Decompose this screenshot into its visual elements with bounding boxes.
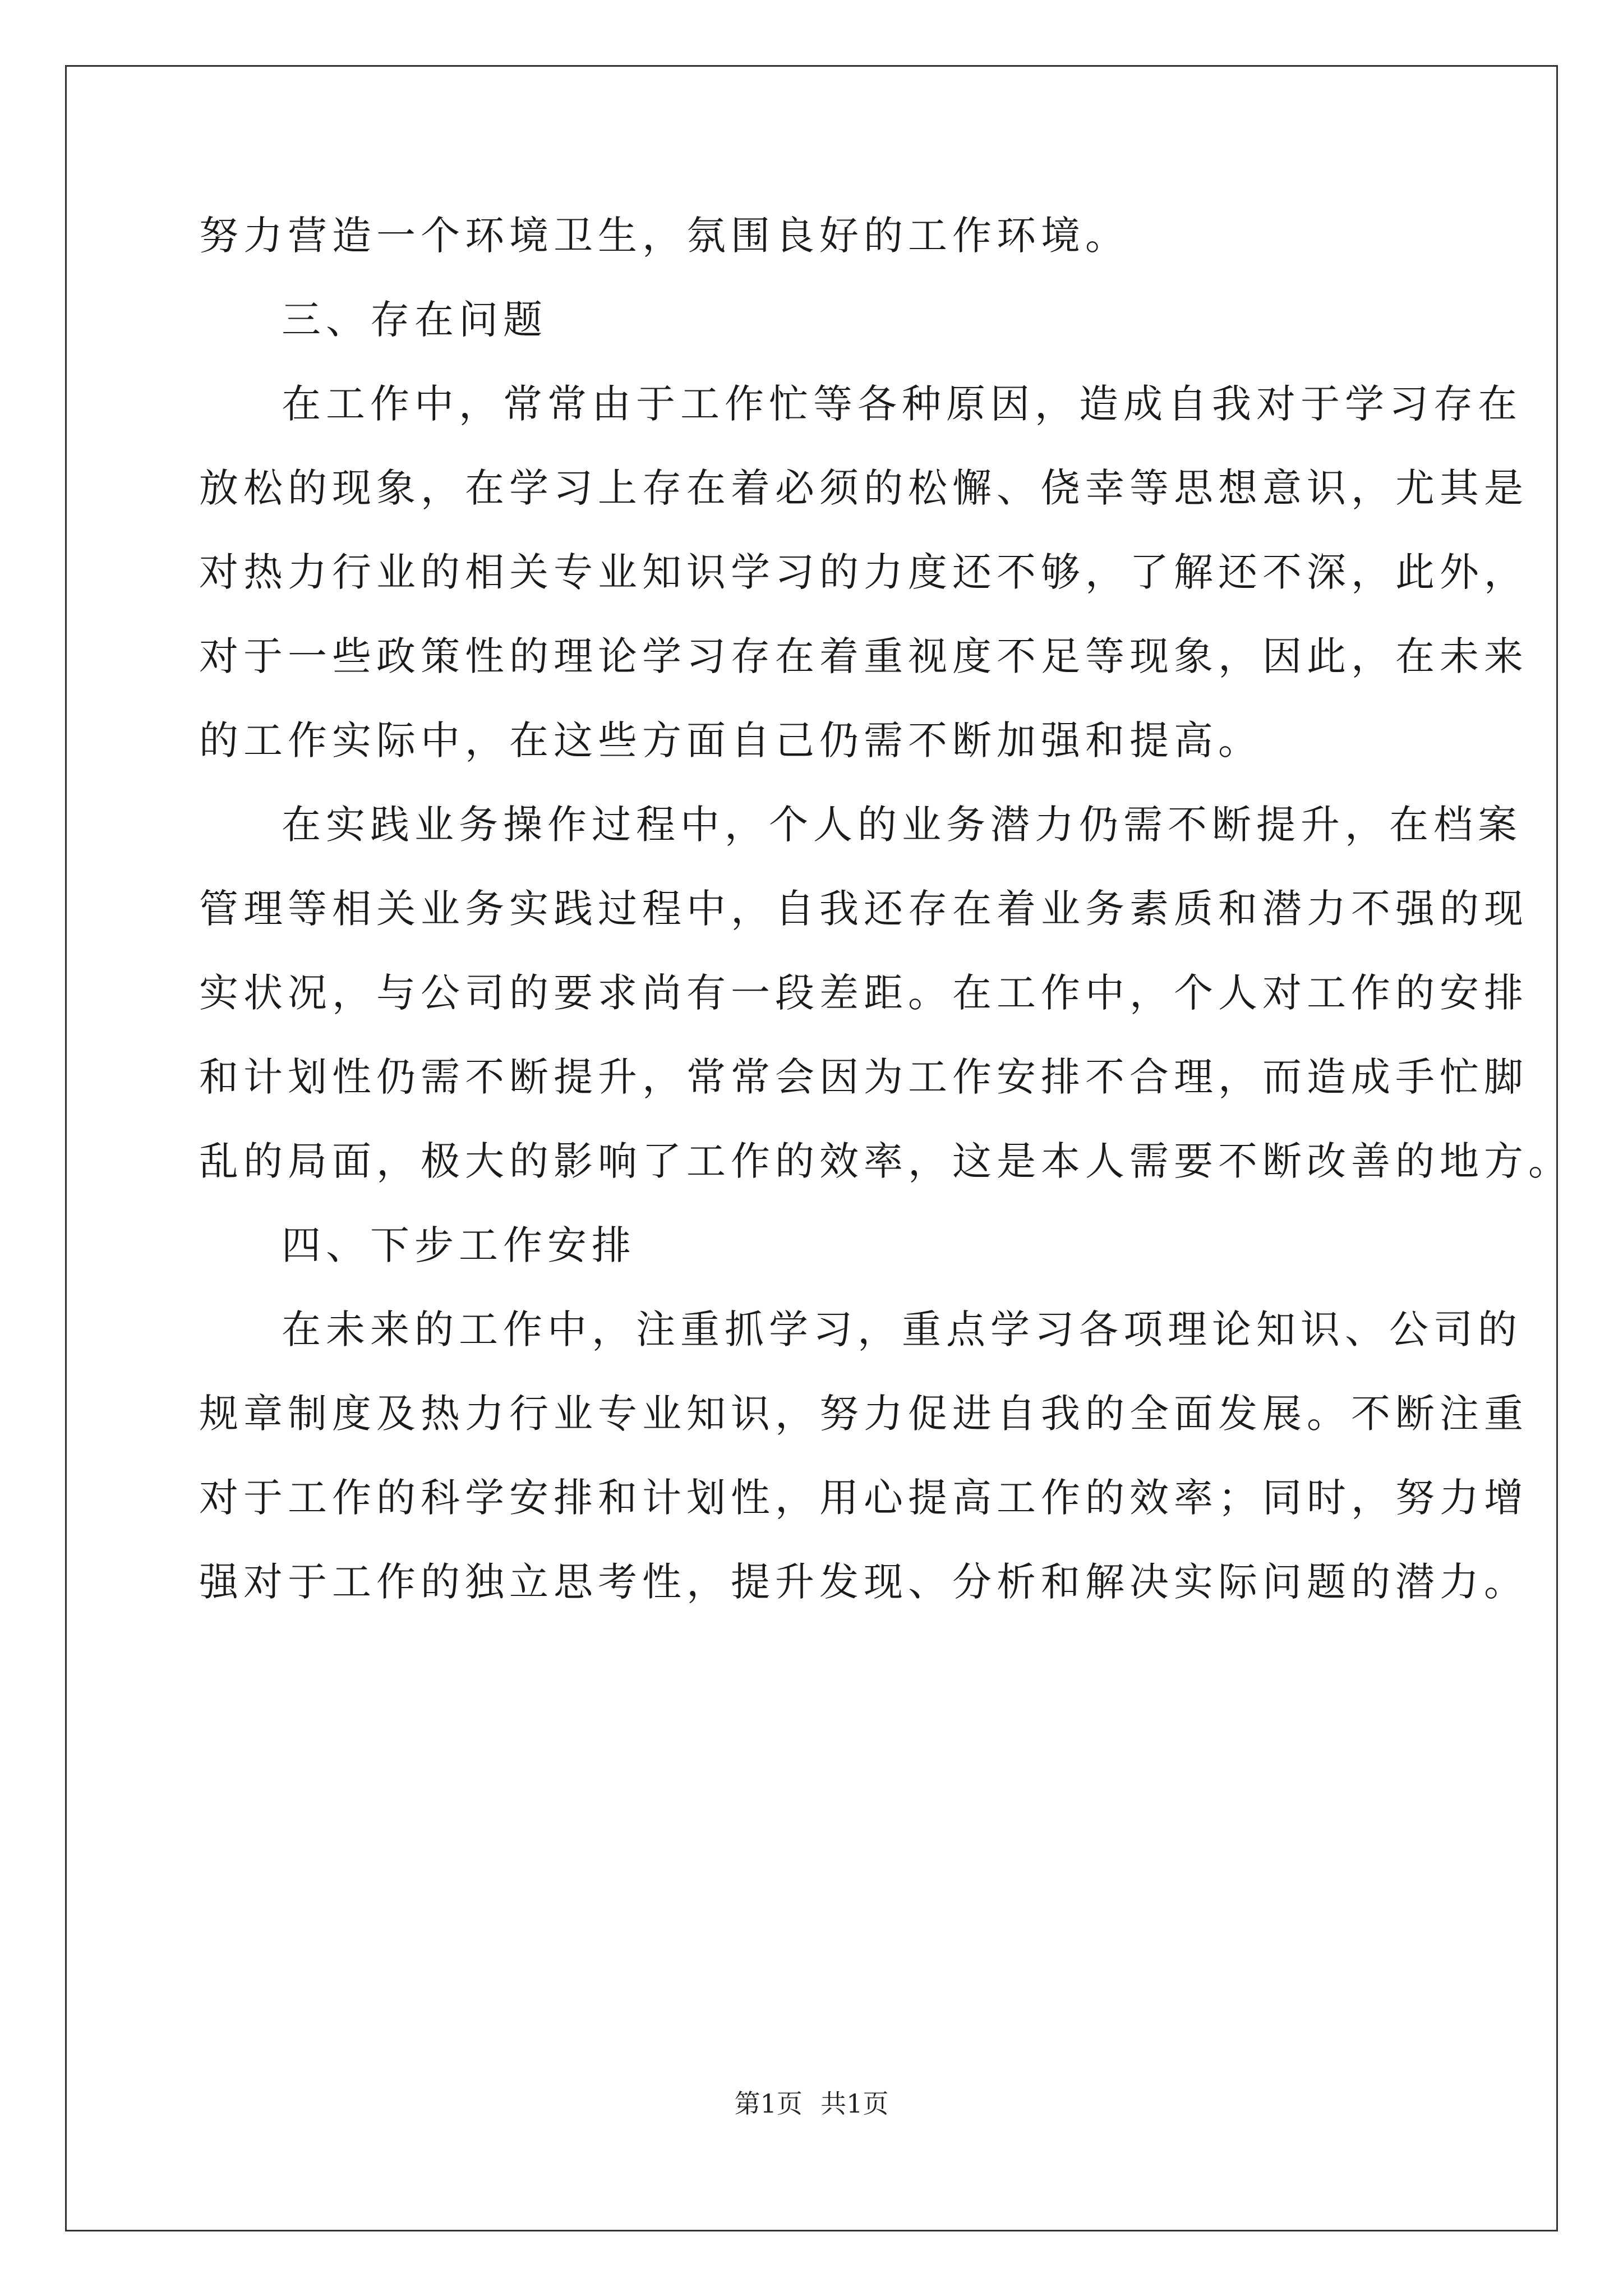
body-line: 强对于工作的独立思考性，提升发现、分析和解决实际问题的潜力。 bbox=[199, 1559, 1528, 1605]
body-line: 实状况，与公司的要求尚有一段差距。在工作中，个人对工作的安排 bbox=[199, 970, 1528, 1016]
body-line: 努力营造一个环境卫生，氛围良好的工作环境。 bbox=[199, 213, 1129, 259]
body-line: 规章制度及热力行业专业知识，努力促进自我的全面发展。不断注重 bbox=[199, 1391, 1528, 1437]
page-number: 第1页 bbox=[734, 2088, 803, 2119]
body-line: 放松的现象，在学习上存在着必须的松懈、侥幸等思想意识，尤其是 bbox=[199, 465, 1528, 511]
paragraph-first-line: 在工作中，常常由于工作忙等各种原因，造成自我对于学习存在 bbox=[282, 381, 1522, 427]
section-heading: 三、存在问题 bbox=[282, 297, 547, 343]
page-total: 共1页 bbox=[820, 2088, 889, 2119]
section-heading: 四、下步工作安排 bbox=[282, 1222, 636, 1268]
page-footer bbox=[0, 2087, 1623, 2120]
body-line: 和计划性仍需不断提升，常常会因为工作安排不合理，而造成手忙脚 bbox=[199, 1054, 1528, 1100]
paragraph-first-line: 在未来的工作中，注重抓学习，重点学习各项理论知识、公司的 bbox=[282, 1306, 1522, 1352]
body-line: 乱的局面，极大的影响了工作的效率，这是本人需要不断改善的地方。 bbox=[199, 1138, 1573, 1184]
paragraph-first-line: 在实践业务操作过程中，个人的业务潜力仍需不断提升，在档案 bbox=[282, 802, 1522, 848]
body-line: 对热力行业的相关专业知识学习的力度还不够，了解还不深，此外， bbox=[199, 549, 1528, 595]
body-line: 对于工作的科学安排和计划性，用心提高工作的效率；同时，努力增 bbox=[199, 1475, 1528, 1521]
body-line: 管理等相关业务实践过程中，自我还存在着业务素质和潜力不强的现 bbox=[199, 886, 1528, 932]
body-line: 对于一些政策性的理论学习存在着重视度不足等现象，因此，在未来 bbox=[199, 633, 1528, 679]
body-line: 的工作实际中，在这些方面自己仍需不断加强和提高。 bbox=[199, 717, 1262, 763]
